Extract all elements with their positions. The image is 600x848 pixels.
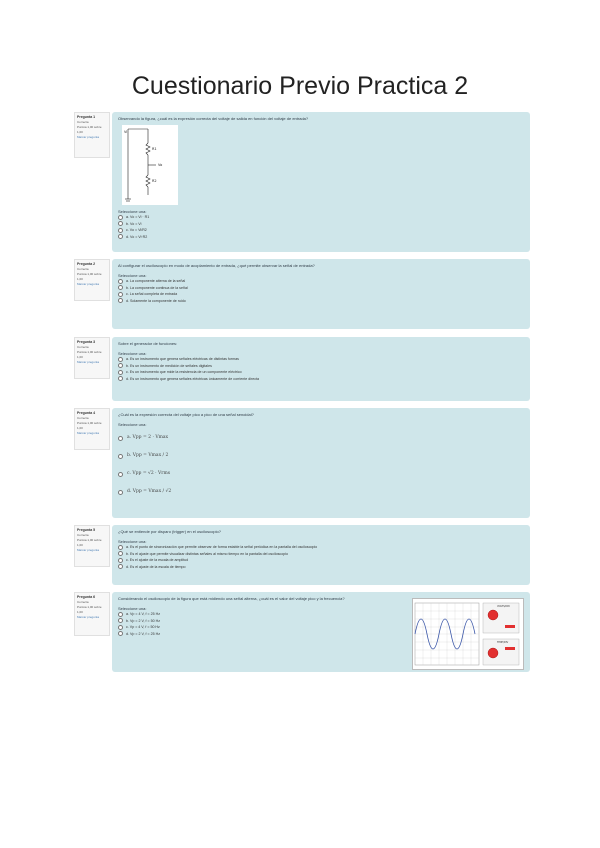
option-d[interactable]: d. Es el ajuste de la escala de tiempo [118, 564, 524, 571]
circuit-diagram [122, 125, 178, 205]
radio-button[interactable] [118, 625, 123, 630]
option-b[interactable]: b. Vpp = Vmax / 2 [118, 451, 524, 461]
question-info [74, 408, 110, 450]
select-label: Seleccione una: [118, 209, 147, 214]
question-status: Correcta [77, 416, 89, 420]
question-2 [70, 259, 530, 329]
radio-button[interactable] [118, 558, 123, 563]
radio-button[interactable] [118, 376, 123, 381]
option-c[interactable]: c. La señal completa de entrada [118, 291, 524, 298]
question-score: Puntúa 1,00 sobre 1,00 [77, 125, 102, 134]
radio-button[interactable] [118, 564, 123, 569]
question-content [112, 259, 530, 329]
question-text: ¿Cuál es la expresión correcta del voltaje pico a pico de una señal senoidal? [118, 412, 254, 417]
question-status: Correcta [77, 600, 89, 604]
radio-button[interactable] [118, 357, 123, 362]
time-div-label: TIME/DIV [497, 641, 509, 644]
question-score: Puntúa 1,00 sobre 1,00 [77, 605, 102, 614]
label-r1: R1 [152, 147, 157, 151]
radio-button[interactable] [118, 612, 123, 617]
question-number: Pregunta 6 [77, 595, 96, 599]
radio-button[interactable] [118, 215, 123, 220]
select-label: Seleccione una: [118, 422, 147, 427]
option-d[interactable]: d. Vpp = Vmax / √2 [118, 487, 524, 497]
flag-question-link[interactable]: Marcar pregunta [77, 135, 100, 139]
radio-button[interactable] [118, 298, 123, 303]
flag-question-link[interactable]: Marcar pregunta [77, 548, 100, 552]
option-c[interactable]: c. Vpp = √2 · Vrms [118, 469, 524, 479]
option-c[interactable]: c. Vo = Vi/R2 [118, 227, 524, 234]
label-vo: Vo [158, 163, 163, 167]
option-a[interactable]: a. Vo = Vi · R1 [118, 214, 524, 221]
option-d[interactable]: d. Vo = Vi·R2 [118, 234, 524, 241]
question-3 [70, 337, 530, 401]
option-c[interactable]: c. Es un instrumento que mide la resistencia de un componente eléctrico [118, 369, 524, 376]
option-a[interactable]: a. Vpp = 2 · Vmax [118, 433, 524, 443]
question-content [112, 525, 530, 585]
radio-button[interactable] [118, 551, 123, 556]
select-label: Seleccione una: [118, 351, 147, 356]
question-4 [70, 408, 530, 518]
select-label: Seleccione una: [118, 539, 147, 544]
radio-button[interactable] [118, 472, 123, 477]
question-score: Puntúa 1,00 sobre 1,00 [77, 538, 102, 547]
question-info [74, 592, 110, 636]
radio-button[interactable] [118, 363, 123, 368]
question-number: Pregunta 5 [77, 528, 96, 532]
question-score: Puntúa 1,00 sobre 1,00 [77, 421, 102, 430]
question-text: ¿Qué se entiende por disparo (trigger) en el osciloscopio? [118, 529, 221, 534]
question-content [112, 337, 530, 401]
question-info [74, 337, 110, 379]
option-b[interactable]: b. La componente continua de la señal [118, 285, 524, 292]
question-status: Correcta [77, 345, 89, 349]
option-a[interactable]: a. Vp = 4 V, f = 25 Hz [118, 611, 524, 618]
question-content [112, 112, 530, 252]
option-b[interactable]: b. Es el ajuste que permite visualizar distintas señales al mismo tiempo en la pantalla del osciloscopio [118, 551, 524, 558]
circuit-schematic [122, 125, 178, 205]
flag-question-link[interactable]: Marcar pregunta [77, 615, 100, 619]
question-content [112, 408, 530, 518]
radio-button[interactable] [118, 631, 123, 636]
question-info [74, 259, 110, 301]
volts-div-label: VOLTS/DIV [497, 605, 511, 608]
option-b[interactable]: b. Vp = 2 V, f = 50 Hz [118, 618, 524, 625]
radio-button[interactable] [118, 490, 123, 495]
radio-button[interactable] [118, 279, 123, 284]
question-text: Observando la figura, ¿cuál es la expresión correcta del voltaje de salida en función del voltaje de entrada? [118, 116, 309, 121]
radio-button[interactable] [118, 221, 123, 226]
question-score: Puntúa 1,00 sobre 1,00 [77, 272, 102, 281]
radio-button[interactable] [118, 370, 123, 375]
question-info [74, 112, 110, 158]
question-status: Correcta [77, 120, 89, 124]
question-text: Considerando el osciloscopio de la figura que está midiendo una señal alterna, ¿cuál es el valor del voltaje pico y la frecuencia? [118, 596, 345, 601]
question-1 [70, 112, 530, 252]
option-d[interactable]: d. Es un instrumento que genera señales eléctricas únicamente de corriente directa [118, 376, 524, 383]
option-a[interactable]: a. La componente alterna de la señal [118, 278, 524, 285]
flag-question-link[interactable]: Marcar pregunta [77, 360, 100, 364]
option-c[interactable]: c. Es el ajuste de la escala de amplitud [118, 557, 524, 564]
option-d[interactable]: d. Vp = 2 V, f = 25 Hz [118, 631, 524, 638]
option-c[interactable]: c. Vp = 4 V, f = 50 Hz [118, 624, 524, 631]
option-b[interactable]: b. Vo = Vi [118, 221, 524, 228]
radio-button[interactable] [118, 436, 123, 441]
oscilloscope-image [412, 598, 524, 670]
radio-button[interactable] [118, 285, 123, 290]
radio-button[interactable] [118, 234, 123, 239]
oscilloscope-screen [413, 599, 523, 669]
option-a[interactable]: a. Es el punto de sincronización que permite observar de forma estable la señal periódica en la pantalla del osciloscopio [118, 544, 524, 551]
radio-button[interactable] [118, 228, 123, 233]
question-number: Pregunta 1 [77, 115, 96, 119]
question-number: Pregunta 4 [77, 411, 96, 415]
question-content [112, 592, 530, 672]
option-d[interactable]: d. Solamente la componente de ruido [118, 298, 524, 305]
question-text: Sobre el generador de funciones: [118, 341, 178, 346]
radio-button[interactable] [118, 454, 123, 459]
question-info [74, 525, 110, 567]
label-vi: Vi [124, 130, 128, 134]
question-5 [70, 525, 530, 585]
flag-question-link[interactable]: Marcar pregunta [77, 431, 100, 435]
question-text: Al configurar el osciloscopio en modo de acoplamiento de entrada, ¿qué permite observar la señal de entrada? [118, 263, 315, 268]
question-status: Correcta [77, 267, 89, 271]
label-r2: R2 [152, 179, 157, 183]
question-score: Puntúa 1,00 sobre 1,00 [77, 350, 102, 359]
question-status: Correcta [77, 533, 89, 537]
flag-question-link[interactable]: Marcar pregunta [77, 282, 100, 286]
radio-button[interactable] [118, 545, 123, 550]
select-label: Seleccione una: [118, 606, 147, 611]
option-a[interactable]: a. Es un instrumento que genera señales eléctricas de distintas formas [118, 356, 524, 363]
select-label: Seleccione una: [118, 273, 147, 278]
option-b[interactable]: b. Es un instrumento de medición de señales digitales [118, 363, 524, 370]
radio-button[interactable] [118, 292, 123, 297]
radio-button[interactable] [118, 618, 123, 623]
question-number: Pregunta 2 [77, 262, 96, 266]
page-title: Cuestionario Previo Practica 2 [131, 72, 469, 100]
question-6 [70, 592, 530, 672]
question-number: Pregunta 3 [77, 340, 96, 344]
